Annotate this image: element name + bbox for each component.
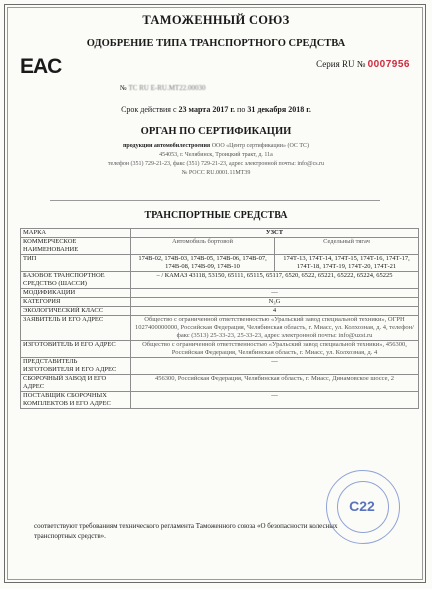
table-row: МОДИФИКАЦИИ —: [21, 289, 419, 298]
union-title: ТАМОЖЕННЫЙ СОЮЗ: [142, 13, 290, 27]
organ-contacts: телефон (351) 729-21-23, факс (351) 729-21-23, адрес электронной почты: info@cs.ru: [107, 161, 325, 167]
table-row: БАЗОВОЕ ТРАНСПОРТНОЕ СРЕДСТВО (ШАССИ) – / КАМАЗ 43118, 53150, 65111, 65115, 65117, 6520, 6522, 65221, 65222, 65224, 65225: [21, 272, 419, 289]
certification-stamp: [326, 470, 400, 544]
organ-accreditation: № РОСС RU.0001.11МТ39: [181, 170, 251, 176]
table-row: ИЗГОТОВИТЕЛЬ И ЕГО АДРЕС Общество с ограниченной ответственностью «Уральский завод специальной техники», 456300, Российская Федерация, Челябинская область, г. Миасс, ул. Колхозная, д. 4: [21, 341, 419, 358]
approval-title: ОДОБРЕНИЕ ТИПА ТРАНСПОРТНОГО СРЕДСТВА: [86, 38, 346, 49]
table-row: СБОРОЧНЫЙ ЗАВОД И ЕГО АДРЕС 456300, Российская Федерация, Челябинская область, г. Миасс, Динамовское шоссе, 2: [21, 375, 419, 392]
divider: [50, 200, 380, 201]
organ-title: ОРГАН ПО СЕРТИФИКАЦИИ: [140, 126, 292, 137]
table-row: ПОСТАВЩИК СБОРОЧНЫХ КОМПЛЕКТОВ И ЕГО АДРЕС —: [21, 392, 419, 409]
table-row: МАРКА УЗСТ: [21, 229, 419, 238]
series-line: Серия RU № 0007956: [316, 59, 410, 70]
eac-logo: EAC: [20, 55, 62, 78]
organ-line-1: продукции автомобилестроения ООО «Центр сертификации» (ОС ТС): [122, 143, 310, 149]
conformity-line-2: транспортных средств».: [34, 532, 106, 540]
conformity-line-1: соответствуют требованиям технического регламента Таможенного союза «О безопасности колесных: [34, 522, 338, 530]
table-row: ПРЕДСТАВИТЕЛЬ ИЗГОТОВИТЕЛЯ И ЕГО АДРЕС —: [21, 358, 419, 375]
table-row: КАТЕГОРИЯ N₃G: [21, 298, 419, 307]
table-row: ЭКОЛОГИЧЕСКИЙ КЛАСС 4: [21, 307, 419, 316]
validity-line: Срок действия с 23 марта 2017 г. по 31 декабря 2018 г.: [121, 105, 311, 114]
section-title: ТРАНСПОРТНЫЕ СРЕДСТВА: [144, 210, 288, 221]
table-row: ТИП 174В-02, 174В-03, 174В-05, 174В-06, 174В-07, 174В-08, 174В-09, 174В-10 174Т-13, 174Т-14, 174Т-15, 174Т-16, 174Т-17, 174Т-18, 174Т-19, 174Т-20, 174Т-21: [21, 255, 419, 272]
document-number: № ТС RU E-RU.МТ22.00030: [120, 84, 206, 92]
validity-to: 31 декабря 2018 г.: [247, 105, 311, 114]
series-number: 0007956: [367, 59, 410, 70]
table-row: ЗАЯВИТЕЛЬ И ЕГО АДРЕС Общество с ограниченной ответственностью «Уральский завод специальной техники», ОГРН 1027400000000, Российская Федерация, Челябинская область, г. Миасс, ул. Колхозная, д. 4, телефон/факс (3513) 25-33-23, 25-33-23, адрес электронной почты: info@uzst.ru: [21, 316, 419, 341]
stamp-mark: С22: [349, 498, 375, 514]
table-row: КОММЕРЧЕСКОЕ НАИМЕНОВАНИЕ Автомобиль бортовой Седельный тягач: [21, 238, 419, 255]
organ-address: 454053, г. Челябинск, Троицкий тракт, д. 11а: [159, 152, 273, 158]
validity-from: 23 марта 2017 г.: [178, 105, 236, 114]
vehicle-spec-table: [20, 228, 419, 409]
